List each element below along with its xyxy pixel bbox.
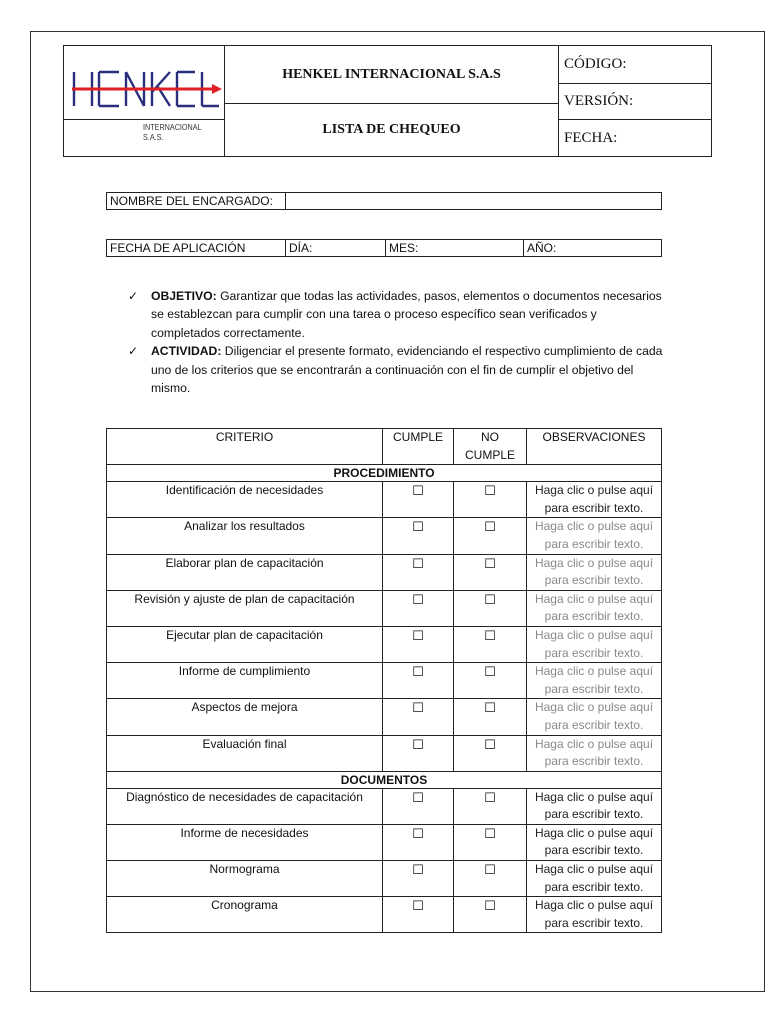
cumple-cell [383, 482, 454, 518]
header-criterio: CRITERIO [107, 429, 383, 465]
no-cumple-checkbox[interactable]: ☐ [484, 627, 496, 643]
criterio-cell: Informe de necesidades [107, 824, 383, 860]
cumple-cell [383, 861, 454, 897]
no-cumple-checkbox[interactable]: ☐ [484, 700, 496, 716]
no-cumple-checkbox[interactable]: ☐ [484, 519, 496, 535]
actividad-label: ACTIVIDAD: [151, 344, 222, 359]
table-row [107, 699, 662, 735]
no-cumple-checkbox[interactable]: ☐ [484, 483, 496, 499]
header-observaciones: OBSERVACIONES [527, 429, 662, 465]
no-cumple-checkbox[interactable]: ☐ [484, 664, 496, 680]
criterio-cell: Normograma [107, 861, 383, 897]
no-cumple-checkbox[interactable]: ☐ [484, 736, 496, 752]
table-row [107, 482, 662, 518]
objetivo-item [128, 287, 668, 342]
observaciones-input[interactable]: Haga clic o pulse aquí para escribir texto. [527, 699, 662, 735]
cumple-cell [383, 626, 454, 662]
no-cumple-cell [454, 788, 527, 824]
table-row [107, 590, 662, 626]
cumple-cell [383, 897, 454, 933]
header-no-cumple: NO CUMPLE [454, 429, 527, 465]
fecha-aplicacion-label: FECHA DE APLICACIÓN [107, 240, 286, 257]
observaciones-input[interactable]: Haga clic o pulse aquí para escribir texto. [527, 663, 662, 699]
dia-field[interactable]: DÍA: [286, 240, 386, 257]
table-row [107, 861, 662, 897]
cumple-checkbox[interactable]: ☐ [412, 789, 424, 805]
check-icon: ✓ [128, 289, 139, 303]
codigo-field[interactable]: CÓDIGO: [559, 46, 712, 84]
cumple-checkbox[interactable]: ☐ [412, 862, 424, 878]
company-name: HENKEL INTERNACIONAL S.A.S [225, 46, 559, 104]
observaciones-input[interactable]: Haga clic o pulse aquí para escribir texto. [527, 590, 662, 626]
observaciones-input[interactable]: Haga clic o pulse aquí para escribir texto. [527, 861, 662, 897]
section-row [107, 771, 662, 788]
criterio-cell: Revisión y ajuste de plan de capacitación [107, 590, 383, 626]
observaciones-input[interactable]: Haga clic o pulse aquí para escribir texto. [527, 626, 662, 662]
actividad-text: Diligenciar el presente formato, evidenciando el respectivo cumplimiento de cada uno de los criterios que se encontrarán a continuación con el fin de cumplir el objetivo del mismo. [151, 344, 663, 396]
cumple-cell [383, 518, 454, 554]
cumple-cell [383, 824, 454, 860]
criterio-cell: Informe de cumplimiento [107, 663, 383, 699]
criterio-cell: Aspectos de mejora [107, 699, 383, 735]
no-cumple-checkbox[interactable]: ☐ [484, 825, 496, 841]
cumple-checkbox[interactable]: ☐ [412, 519, 424, 535]
table-row [107, 518, 662, 554]
cumple-cell [383, 699, 454, 735]
observaciones-input[interactable]: Haga clic o pulse aquí para escribir texto. [527, 518, 662, 554]
cumple-checkbox[interactable]: ☐ [412, 825, 424, 841]
observaciones-input[interactable]: Haga clic o pulse aquí para escribir texto. [527, 897, 662, 933]
no-cumple-cell [454, 554, 527, 590]
criterio-cell: Ejecutar plan de capacitación [107, 626, 383, 662]
table-row [107, 663, 662, 699]
encargado-table [106, 192, 662, 210]
table-row [107, 626, 662, 662]
table-row [107, 897, 662, 933]
no-cumple-cell [454, 824, 527, 860]
criterio-cell: Cronograma [107, 897, 383, 933]
cumple-checkbox[interactable]: ☐ [412, 483, 424, 499]
objetivo-label: OBJETIVO: [151, 289, 217, 303]
cumple-cell [383, 590, 454, 626]
table-row [107, 735, 662, 771]
checklist-table [106, 428, 662, 933]
encargado-input[interactable] [286, 193, 662, 210]
cumple-cell [383, 663, 454, 699]
cumple-checkbox[interactable]: ☐ [412, 555, 424, 571]
no-cumple-checkbox[interactable]: ☐ [484, 591, 496, 607]
cumple-cell [383, 554, 454, 590]
logo-cell [64, 46, 225, 142]
mes-field[interactable]: MES: [386, 240, 524, 257]
no-cumple-cell [454, 699, 527, 735]
observaciones-input[interactable]: Haga clic o pulse aquí para escribir texto. [527, 824, 662, 860]
version-field[interactable]: VERSIÓN: [559, 84, 712, 120]
section-row [107, 465, 662, 482]
cumple-cell [383, 788, 454, 824]
criterio-cell: Elaborar plan de capacitación [107, 554, 383, 590]
criterio-cell: Identificación de necesidades [107, 482, 383, 518]
cumple-checkbox[interactable]: ☐ [412, 627, 424, 643]
table-row [107, 788, 662, 824]
no-cumple-cell [454, 590, 527, 626]
fecha-field[interactable]: FECHA: [559, 120, 712, 157]
section-title: DOCUMENTOS [107, 771, 662, 788]
no-cumple-checkbox[interactable]: ☐ [484, 898, 496, 914]
cumple-checkbox[interactable]: ☐ [412, 898, 424, 914]
encargado-label: NOMBRE DEL ENCARGADO: [107, 193, 286, 210]
no-cumple-cell [454, 482, 527, 518]
table-row [107, 824, 662, 860]
criterio-cell: Evaluación final [107, 735, 383, 771]
document-title: LISTA DE CHEQUEO [225, 104, 559, 157]
no-cumple-cell [454, 518, 527, 554]
bullet-list [128, 287, 668, 397]
no-cumple-cell [454, 861, 527, 897]
observaciones-input[interactable]: Haga clic o pulse aquí para escribir texto. [527, 554, 662, 590]
criterio-cell: Diagnóstico de necesidades de capacitación [107, 788, 383, 824]
observaciones-input[interactable]: Haga clic o pulse aquí para escribir texto. [527, 482, 662, 518]
table-row [107, 554, 662, 590]
cumple-checkbox[interactable]: ☐ [412, 664, 424, 680]
no-cumple-cell [454, 626, 527, 662]
logo-subtitle: INTERNACIONAL S.A.S. [143, 122, 202, 142]
no-cumple-checkbox[interactable]: ☐ [484, 555, 496, 571]
no-cumple-checkbox[interactable]: ☐ [484, 862, 496, 878]
no-cumple-checkbox[interactable]: ☐ [484, 789, 496, 805]
cumple-checkbox[interactable]: ☐ [412, 591, 424, 607]
actividad-item [128, 342, 668, 397]
header-cumple: CUMPLE [383, 429, 454, 465]
criterio-cell: Analizar los resultados [107, 518, 383, 554]
no-cumple-cell [454, 735, 527, 771]
anio-field[interactable]: AÑO: [524, 240, 662, 257]
cumple-checkbox[interactable]: ☐ [412, 736, 424, 752]
section-title: PROCEDIMIENTO [107, 465, 662, 482]
observaciones-input[interactable]: Haga clic o pulse aquí para escribir texto. [527, 788, 662, 824]
fecha-aplicacion-table [106, 239, 662, 257]
check-icon: ✓ [128, 344, 139, 359]
no-cumple-cell [454, 897, 527, 933]
cumple-cell [383, 735, 454, 771]
cumple-checkbox[interactable]: ☐ [412, 700, 424, 716]
table-header-row [107, 429, 662, 465]
objetivo-text: Garantizar que todas las actividades, pasos, elementos o documentos necesarios se establezcan para cumplir con una tarea o proceso específico sean verificados y completados correctamente. [151, 289, 662, 340]
observaciones-input[interactable]: Haga clic o pulse aquí para escribir texto. [527, 735, 662, 771]
document-header [63, 45, 712, 157]
no-cumple-cell [454, 663, 527, 699]
